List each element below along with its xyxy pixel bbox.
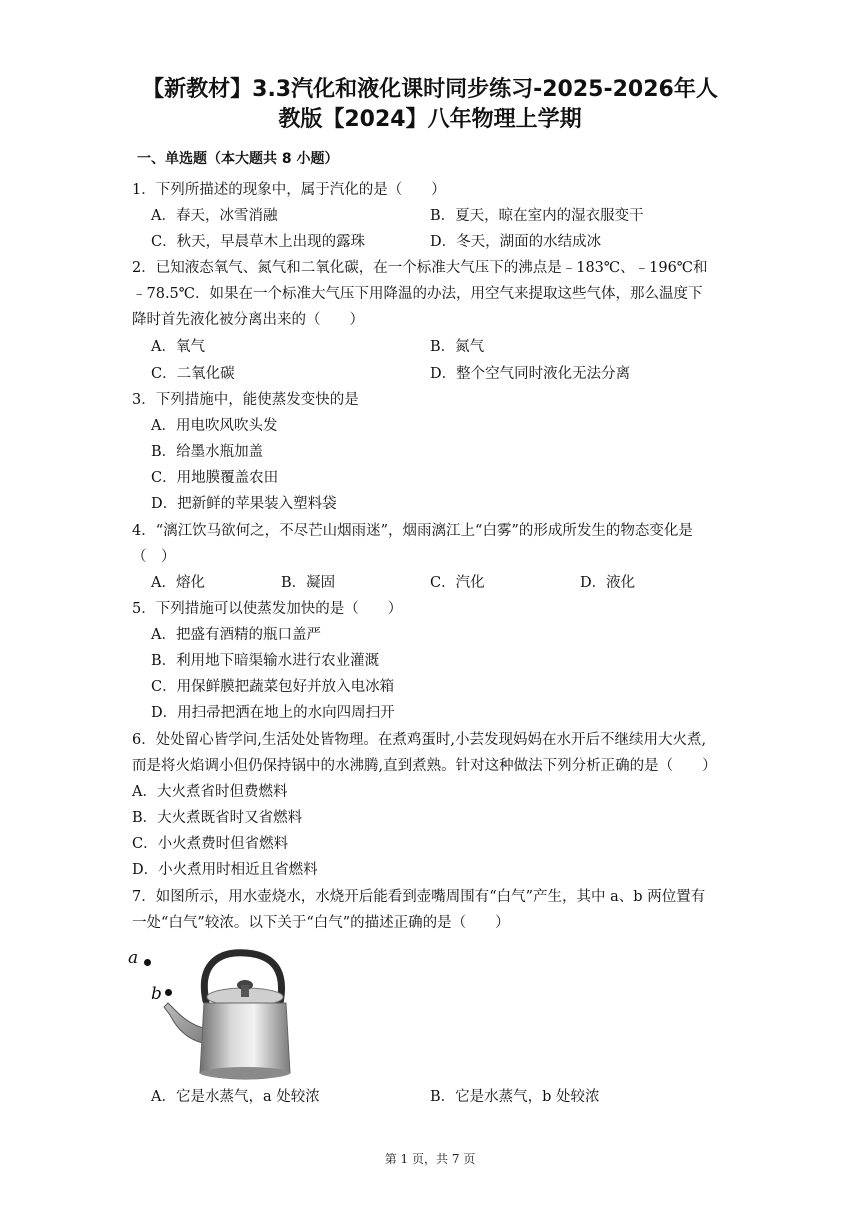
page-footer: 第 1 页，共 7 页: [384, 1152, 476, 1166]
q6-option-b: B．大火煮既省时又省燃料: [132, 810, 303, 826]
q6-stem-line2: 而是将火焰调小但仍保持锅中的水沸腾,直到煮熟。针对这种做法下列分析正确的是（ ）: [132, 758, 717, 774]
q6-option-d: D．小火煮用时相近且省燃料: [132, 862, 318, 878]
q4-stem-line2: （ ）: [132, 549, 176, 565]
q2-option-d: D．整个空气同时液化无法分离: [430, 366, 631, 382]
point-b-label: b: [151, 984, 162, 1004]
q2-stem-line3: 降时首先液化被分离出来的（ ）: [132, 312, 364, 328]
point-a-label: a: [128, 948, 139, 968]
q3-option-c: C．用地膜覆盖农田: [151, 470, 279, 486]
q3-option-b: B．给墨水瓶加盖: [151, 444, 264, 460]
page-title-line1: 【新教材】3.3汽化和液化课时同步练习-2025-2026年人: [142, 77, 718, 102]
q4-option-d: D．液化: [580, 575, 636, 591]
q2-option-b: B．氮气: [430, 339, 485, 355]
q5-option-c: C．用保鲜膜把蔬菜包好并放入电冰箱: [151, 679, 395, 695]
q1-option-a: A．春天，冰雪消融: [151, 208, 278, 224]
q2-option-c: C．二氧化碳: [151, 366, 235, 382]
q5-option-a: A．把盛有酒精的瓶口盖严: [151, 627, 321, 643]
q7-stem-line1: 7．如图所示，用水壶烧水，水烧开后能看到壶嘴周围有“白气”产生，其中 a、b 两位置有: [132, 889, 706, 905]
q1-option-b: B．夏天，晾在室内的湿衣服变干: [430, 208, 644, 224]
q2-stem-line1: 2．已知液态氧气、氮气和二氧化碳，在一个标准大气压下的沸点是﹣183℃、﹣196℃和: [132, 260, 708, 276]
q3-stem: 3．下列措施中，能使蒸发变快的是: [132, 392, 359, 408]
q6-option-c: C．小火煮费时但省燃料: [132, 836, 289, 852]
q1-option-d: D．冬天，湖面的水结成冰: [430, 234, 602, 250]
q2-stem-line2: ﹣78.5℃．如果在一个标准大气压下用降温的办法，用空气来提取这些气体，那么温度下: [132, 286, 703, 302]
q6-stem-line1: 6．处处留心皆学问,生活处处皆物理。在煮鸡蛋时,小芸发现妈妈在水开后不继续用大火煮,: [132, 732, 707, 748]
q5-stem: 5．下列措施可以使蒸发加快的是（ ）: [132, 601, 403, 617]
q7-option-b: B．它是水蒸气，b 处较浓: [430, 1089, 600, 1105]
q4-option-a: A．熔化: [151, 575, 205, 591]
page-title-line2: 教版【2024】八年物理上学期: [278, 107, 582, 132]
q3-option-a: A．用电吹风吹头发: [151, 418, 278, 434]
q7-option-a: A．它是水蒸气，a 处较浓: [151, 1089, 320, 1105]
section-header: 一、单选题（本大题共 8 小题）: [137, 151, 339, 167]
q1-stem: 1．下列所描述的现象中，属于汽化的是（ ）: [132, 182, 446, 198]
q3-option-d: D．把新鲜的苹果装入塑料袋: [151, 496, 337, 512]
q1-option-c: C．秋天，早晨草木上出现的露珠: [151, 234, 366, 250]
q4-option-b: B．凝固: [281, 575, 336, 591]
kettle-image: [128, 945, 308, 1085]
q5-option-b: B．利用地下暗渠输水进行农业灌溉: [151, 653, 380, 669]
q2-option-a: A．氧气: [151, 339, 205, 355]
q7-stem-line2: 一处“白气”较浓。以下关于“白气”的描述正确的是（ ）: [132, 915, 510, 931]
q4-option-c: C．汽化: [430, 575, 485, 591]
q6-option-a: A．大火煮省时但费燃料: [132, 784, 288, 800]
q5-option-d: D．用扫帚把洒在地上的水向四周扫开: [151, 705, 395, 721]
q4-stem-line1: 4．“漓江饮马欲何之，不尽芒山烟雨迷”，烟雨漓江上“白雾”的形成所发生的物态变化是: [132, 523, 693, 539]
